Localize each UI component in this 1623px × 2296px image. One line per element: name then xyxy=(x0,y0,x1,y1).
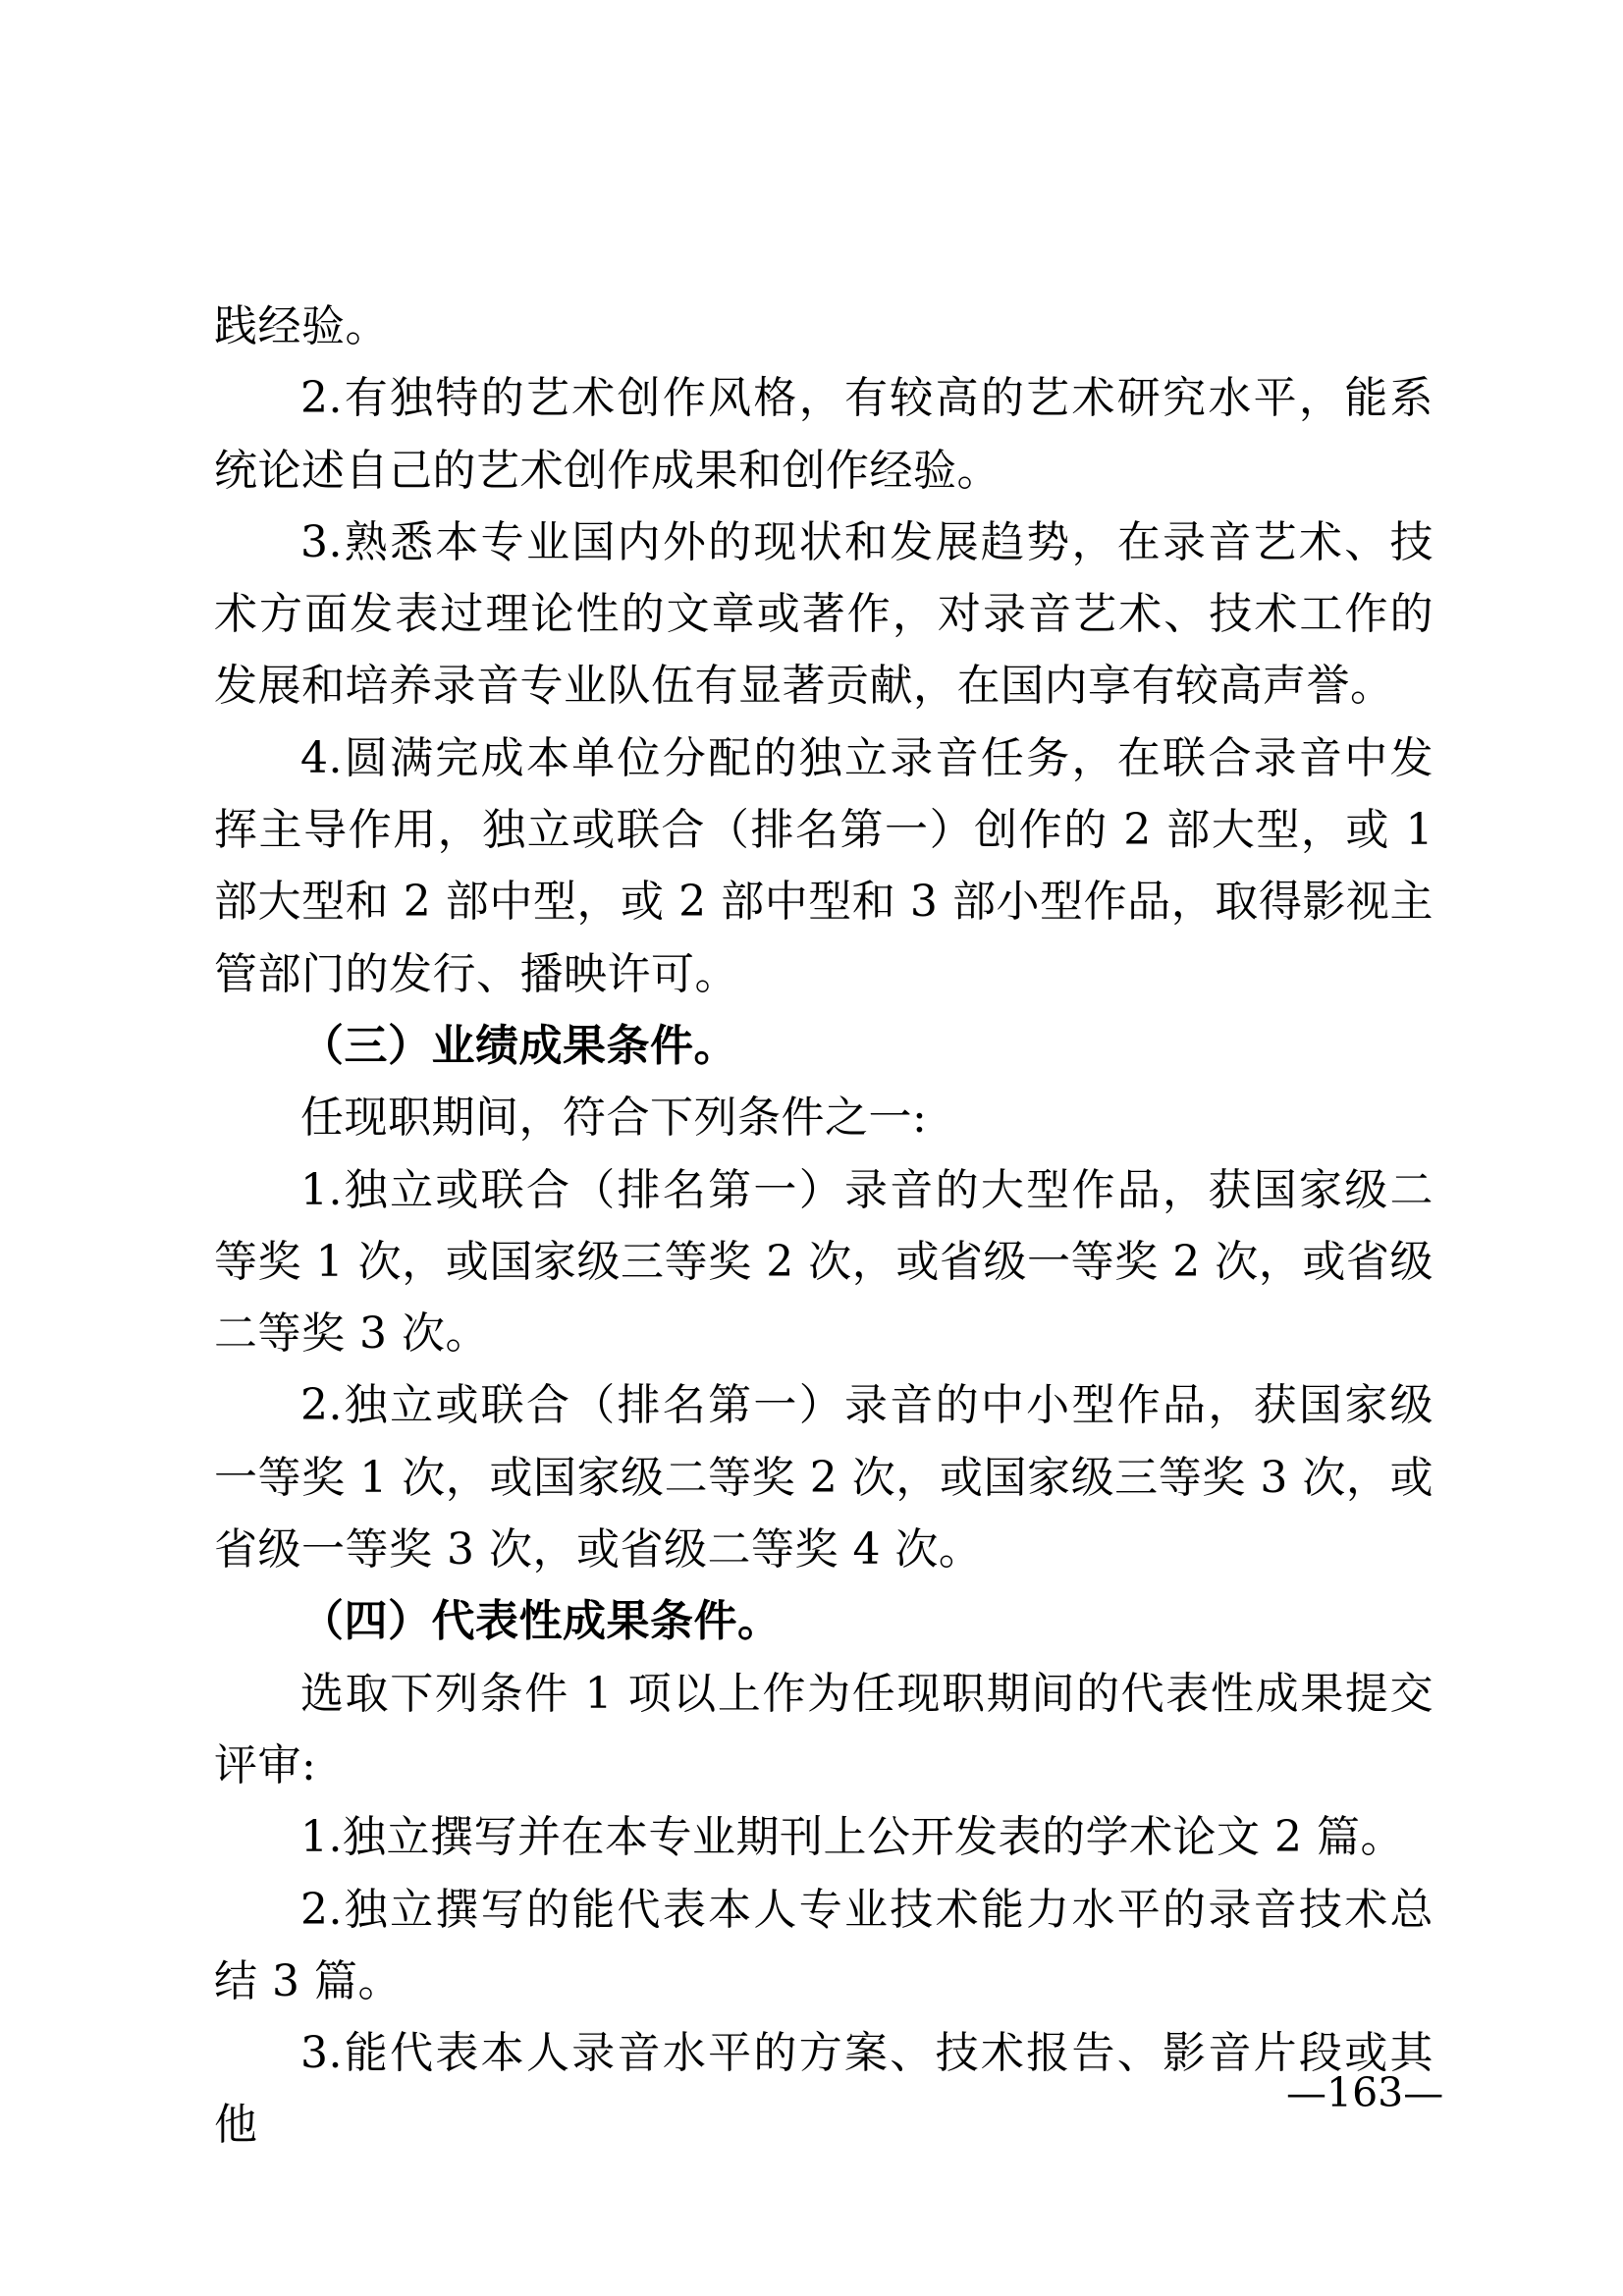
page-number: —163— xyxy=(1286,2069,1444,2116)
paragraph: 2.独立撰写的能代表本人专业技术能力水平的录音技术总结 3 篇。 xyxy=(214,1884,1434,2006)
section-heading: （四）代表性成果条件。 xyxy=(300,1596,782,1647)
paragraph: 3.熟悉本专业国内外的现状和发展趋势，在录音艺术、技术方面发表过理论性的文章或著作，对录音艺术、技术工作的发展和培养录音专业队伍有显著贡献，在国内享有较高声誉。 xyxy=(214,516,1434,712)
paragraph: 2.独立或联合（排名第一）录音的中小型作品，获国家级一等奖 1 次，或国家级二等奖 2 次，或国家级三等奖 3 次，或省级一等奖 3 次，或省级二等奖 4 次。 xyxy=(214,1380,1434,1575)
paragraph: 1.独立或联合（排名第一）录音的大型作品，获国家级二等奖 1 次，或国家级三等奖 2 次，或省级一等奖 2 次，或省级二等奖 3 次。 xyxy=(214,1164,1434,1360)
paragraph: 1.独立撰写并在本专业期刊上公开发表的学术论文 2 篇。 xyxy=(300,1812,1404,1863)
paragraph: 践经验。 xyxy=(214,301,389,351)
paragraph: 4.圆满完成本单位分配的独立录音任务，在联合录音中发挥主导作用，独立或联合（排名第一）创作的 2 部大型，或 1 部大型和 2 部中型，或 2 部中型和 3 部小型作品，取得影视主管部门的发行、播映许可。 xyxy=(214,732,1434,999)
section-heading: （三）业绩成果条件。 xyxy=(300,1020,737,1071)
paragraph: 任现职期间，符合下列条件之一: xyxy=(300,1093,928,1144)
paragraph: 3.能代表本人录音水平的方案、技术报告、影音片段或其他 xyxy=(214,2028,1434,2151)
paragraph: 选取下列条件 1 项以上作为任现职期间的代表性成果提交评审: xyxy=(214,1668,1434,1790)
paragraph: 2.有独特的艺术创作风格，有较高的艺术研究水平，能系统论述自己的艺术创作成果和创作经验。 xyxy=(214,373,1434,496)
document-body xyxy=(214,291,1434,2162)
